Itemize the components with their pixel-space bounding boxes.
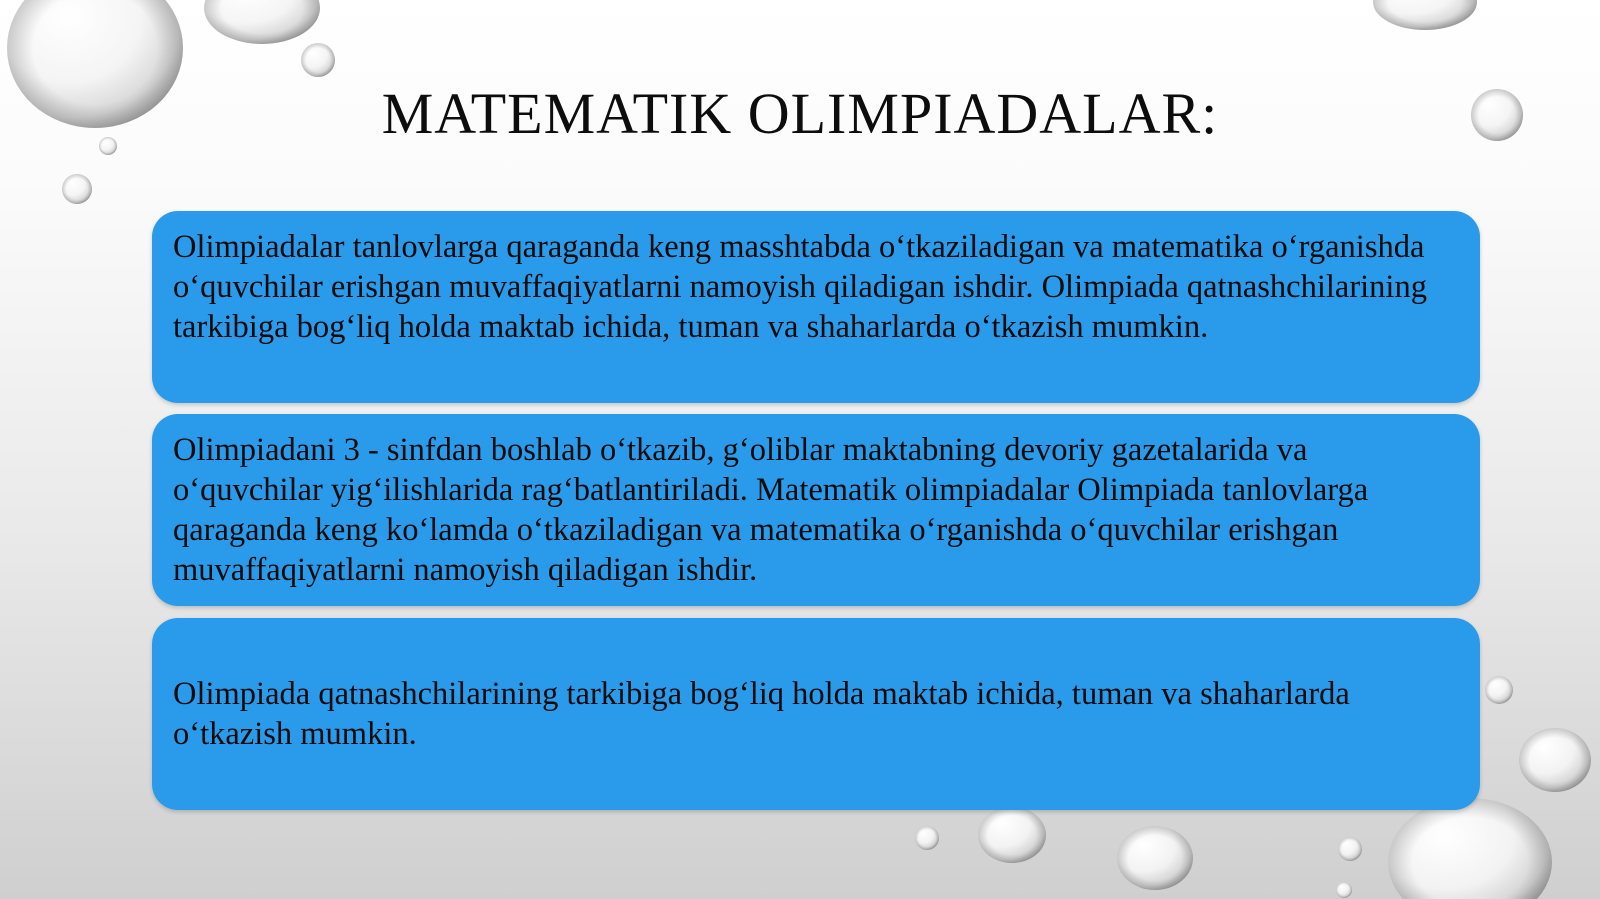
water-drop-top-left-medium [204, 0, 320, 44]
water-drop-bottom-center-large [1117, 826, 1193, 890]
content-box-1-text: Olimpiadalar tanlovlarga qaraganda keng masshtabda o‘tkaziladigan va matematika o‘rganishda o‘quvchilar erishgan muvaffaqiyatlarni namoyish qiladigan ishdir. Olimpiada qatnashchilarining tarkibiga bog‘liq holda maktab ichida, tuman va shaharlarda o‘tkazish mumkin. [173, 229, 1427, 345]
water-drop-bottom-right-small [1338, 837, 1362, 861]
water-drop-top-right [1373, 0, 1477, 30]
water-drop-bottom-center-small [915, 826, 939, 850]
water-drop-top-left-small [301, 43, 335, 77]
content-box-2-text: Olimpiadani 3 - sinfdan boshlab o‘tkazib, g‘oliblar maktabning devoriy gazetalarida va o‘quvchilar yig‘ilishlarida rag‘batlantiriladi. Matematik olimpiadalar Olimpiada tanlovlarga qaraganda keng ko‘lamda o‘tkaziladigan va matematika o‘rganishda o‘quvchilar erishgan muvaffaqiyatlarni namoyish qiladigan ishdir. [173, 432, 1369, 588]
water-drop-left-small [62, 174, 92, 204]
content-box-3 [152, 618, 1480, 810]
water-drop-bottom-right-tiny [1336, 882, 1352, 898]
slide-title: MATEMATIK OLIMPIADALAR: [381, 81, 1219, 146]
water-drop-bottom-center-medium [978, 807, 1046, 863]
water-drop-bottom-right-large [1388, 798, 1552, 899]
water-drop-right-bottom-medium [1519, 728, 1591, 792]
content-box-2 [152, 414, 1480, 606]
content-box-1 [152, 211, 1480, 403]
content-box-3-text: Olimpiada qatnashchilarining tarkibiga bog‘liq holda maktab ichida, tuman va shaharlarda o‘tkazish mumkin. [173, 676, 1350, 752]
water-drop-right-small [1485, 676, 1513, 704]
